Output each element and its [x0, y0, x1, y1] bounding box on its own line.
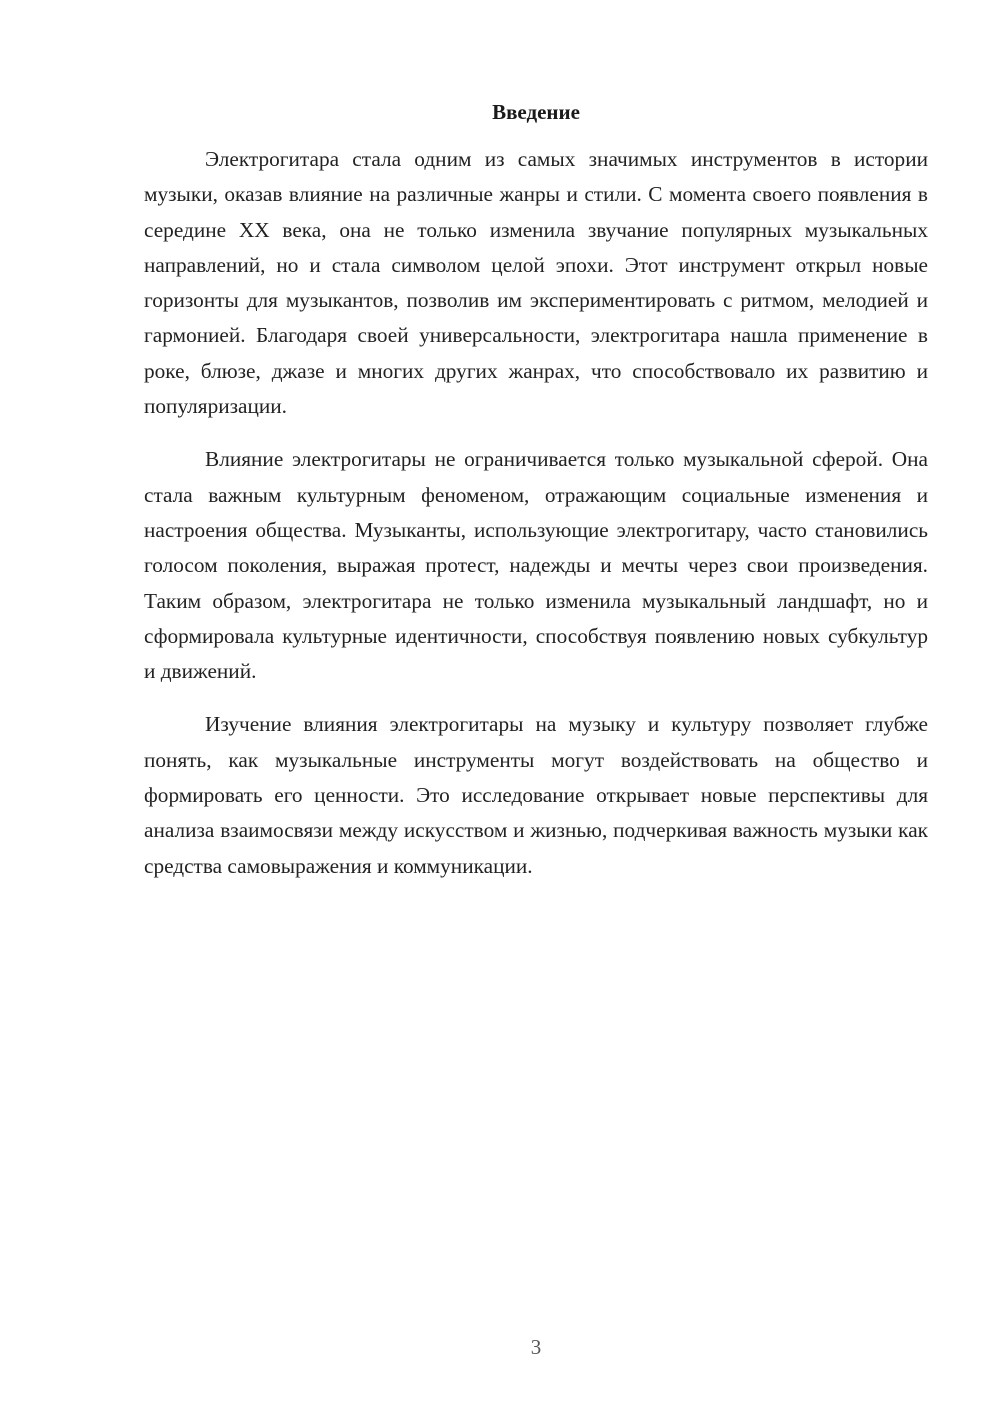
- page-number: 3: [530, 1335, 542, 1359]
- paragraph-3: Изучение влияния электрогитары на музыку и культуру позволяет глубже понять, как музыкальные инструменты могут воздействовать на общество и формировать его ценности. Это исследование открывает новые перспективы для анализа взаимосвязи между искусством и жизнью, подчеркивая важность музыки как средства самовыражения и коммуникации.: [144, 712, 928, 878]
- paragraph-2: Влияние электрогитары не ограничивается только музыкальной сферой. Она стала важным культурным феноменом, отражающим социальные изменения и настроения общества. Музыканты, использующие электрогитару, часто становились голосом поколения, выражая протест, надежды и мечты через свои произведения. Таким образом, электрогитара не только изменила музыкальный ландшафт, но и сформировала культурные идентичности, способствуя появлению новых субкультур и движений.: [144, 447, 928, 684]
- body-text: [144, 142, 928, 902]
- paragraph-1: Электрогитара стала одним из самых значимых инструментов в истории музыки, оказав влияние на различные жанры и стили. С момента своего появления в середине XX века, она не только изменила звучание популярных музыкальных направлений, но и стала символом целой эпохи. Этот инструмент открыл новые горизонты для музыкантов, позволив им экспериментировать с ритмом, мелодией и гармонией. Благодаря своей универсальности, электрогитара нашла применение в роке, блюзе, джазе и многих других жанрах, что способствовало их развитию и популяризации.: [144, 147, 928, 419]
- section-heading: Введение: [492, 100, 580, 124]
